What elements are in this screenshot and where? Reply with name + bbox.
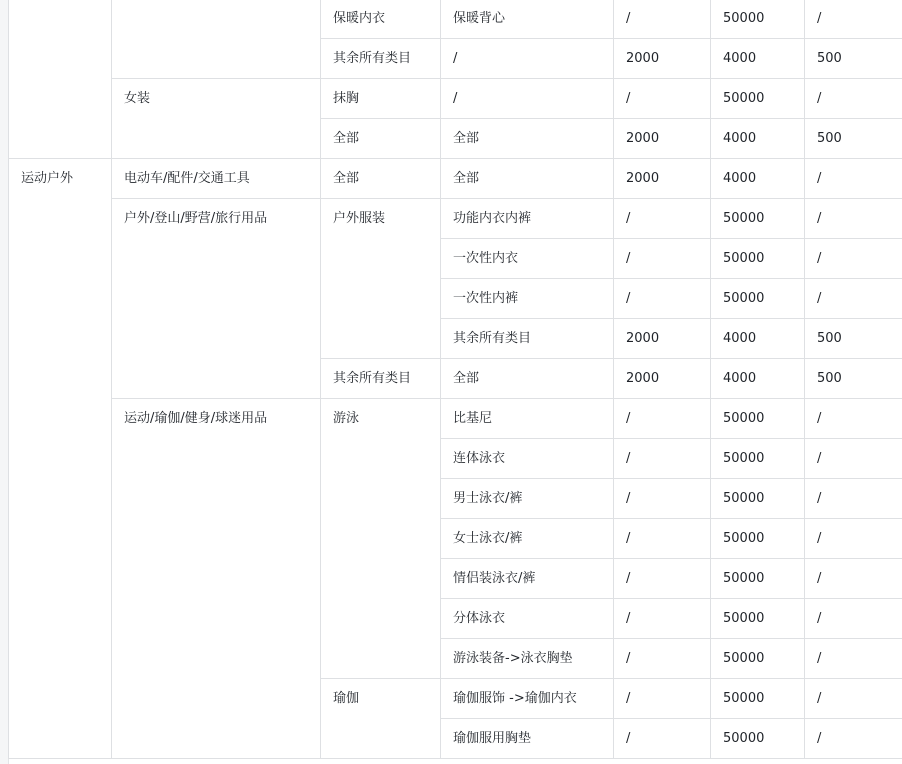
category-l2-cell: 女装 <box>112 79 321 159</box>
value-cell-1: / <box>614 679 711 719</box>
category-l4-cell: 连体泳衣 <box>441 439 614 479</box>
category-l3-cell: 全部 <box>321 159 441 199</box>
table-row <box>9 199 902 239</box>
value-cell-3: / <box>805 599 902 639</box>
value-cell-2: 4000 <box>711 319 805 359</box>
value-cell-2: 50000 <box>711 0 805 39</box>
value-cell-3: 500 <box>805 119 902 159</box>
category-l3-cell: 户外服装 <box>321 199 441 359</box>
value-cell-1: / <box>614 279 711 319</box>
value-cell-1: 2000 <box>614 119 711 159</box>
value-cell-2: 50000 <box>711 79 805 119</box>
category-l1-cell: 运动户外 <box>9 159 112 759</box>
value-cell-3: / <box>805 719 902 759</box>
value-cell-1: / <box>614 519 711 559</box>
category-l4-cell: 全部 <box>441 359 614 399</box>
category-l4-cell: 保暖背心 <box>441 0 614 39</box>
value-cell-1: / <box>614 599 711 639</box>
category-l4-cell: 情侣装泳衣/裤 <box>441 559 614 599</box>
category-l4-cell: 瑜伽服饰 ->瑜伽内衣 <box>441 679 614 719</box>
value-cell-2: 50000 <box>711 279 805 319</box>
value-cell-1: 2000 <box>614 359 711 399</box>
value-cell-3: / <box>805 0 902 39</box>
value-cell-3: / <box>805 159 902 199</box>
value-cell-1: / <box>614 479 711 519</box>
value-cell-1: / <box>614 199 711 239</box>
value-cell-1: 2000 <box>614 39 711 79</box>
category-l1-cell <box>9 0 112 159</box>
value-cell-3: / <box>805 399 902 439</box>
value-cell-2: 50000 <box>711 519 805 559</box>
category-l2-cell: 电动车/配件/交通工具 <box>112 159 321 199</box>
value-cell-2: 50000 <box>711 719 805 759</box>
category-l4-cell: 瑜伽服用胸垫 <box>441 719 614 759</box>
category-l3-cell: 其余所有类目 <box>321 39 441 79</box>
table-row <box>9 399 902 439</box>
category-l2-cell: 户外/登山/野营/旅行用品 <box>112 199 321 399</box>
value-cell-3: / <box>805 479 902 519</box>
value-cell-1: / <box>614 719 711 759</box>
value-cell-2: 4000 <box>711 39 805 79</box>
value-cell-3: / <box>805 199 902 239</box>
value-cell-1: 2000 <box>614 159 711 199</box>
category-l3-cell: 保暖内衣 <box>321 0 441 39</box>
table-row <box>9 0 902 39</box>
category-l2-cell <box>112 0 321 79</box>
value-cell-3: / <box>805 519 902 559</box>
category-l3-cell: 其余所有类目 <box>321 359 441 399</box>
value-cell-2: 50000 <box>711 679 805 719</box>
category-l4-cell: 一次性内衣 <box>441 239 614 279</box>
category-l4-cell: / <box>441 39 614 79</box>
value-cell-1: / <box>614 79 711 119</box>
category-l4-cell: 一次性内裤 <box>441 279 614 319</box>
value-cell-2: 50000 <box>711 199 805 239</box>
value-cell-3: / <box>805 559 902 599</box>
category-l4-cell: 分体泳衣 <box>441 599 614 639</box>
category-rules-table <box>8 0 902 759</box>
value-cell-2: 4000 <box>711 159 805 199</box>
category-l2-cell: 运动/瑜伽/健身/球迷用品 <box>112 399 321 759</box>
category-l4-cell: 女士泳衣/裤 <box>441 519 614 559</box>
value-cell-2: 50000 <box>711 399 805 439</box>
category-l4-cell: 游泳装备->泳衣胸垫 <box>441 639 614 679</box>
category-l3-cell: 全部 <box>321 119 441 159</box>
category-l4-cell: 全部 <box>441 159 614 199</box>
category-l4-cell: / <box>441 79 614 119</box>
category-l4-cell: 男士泳衣/裤 <box>441 479 614 519</box>
value-cell-2: 4000 <box>711 119 805 159</box>
value-cell-3: / <box>805 279 902 319</box>
table-row <box>9 159 902 199</box>
value-cell-2: 50000 <box>711 479 805 519</box>
category-l3-cell: 抹胸 <box>321 79 441 119</box>
category-l4-cell: 比基尼 <box>441 399 614 439</box>
value-cell-1: / <box>614 439 711 479</box>
value-cell-1: / <box>614 399 711 439</box>
value-cell-3: / <box>805 679 902 719</box>
value-cell-3: 500 <box>805 319 902 359</box>
category-l3-cell: 游泳 <box>321 399 441 679</box>
value-cell-1: / <box>614 0 711 39</box>
value-cell-2: 50000 <box>711 439 805 479</box>
table-row <box>9 79 902 119</box>
category-l3-cell: 瑜伽 <box>321 679 441 759</box>
value-cell-1: / <box>614 239 711 279</box>
value-cell-1: / <box>614 559 711 599</box>
value-cell-3: / <box>805 239 902 279</box>
value-cell-3: / <box>805 79 902 119</box>
value-cell-3: 500 <box>805 359 902 399</box>
category-l4-cell: 全部 <box>441 119 614 159</box>
value-cell-2: 4000 <box>711 359 805 399</box>
value-cell-1: / <box>614 639 711 679</box>
value-cell-2: 50000 <box>711 599 805 639</box>
category-l4-cell: 功能内衣内裤 <box>441 199 614 239</box>
value-cell-3: 500 <box>805 39 902 79</box>
value-cell-2: 50000 <box>711 239 805 279</box>
category-l4-cell: 其余所有类目 <box>441 319 614 359</box>
value-cell-2: 50000 <box>711 559 805 599</box>
value-cell-1: 2000 <box>614 319 711 359</box>
value-cell-3: / <box>805 439 902 479</box>
value-cell-3: / <box>805 639 902 679</box>
value-cell-2: 50000 <box>711 639 805 679</box>
